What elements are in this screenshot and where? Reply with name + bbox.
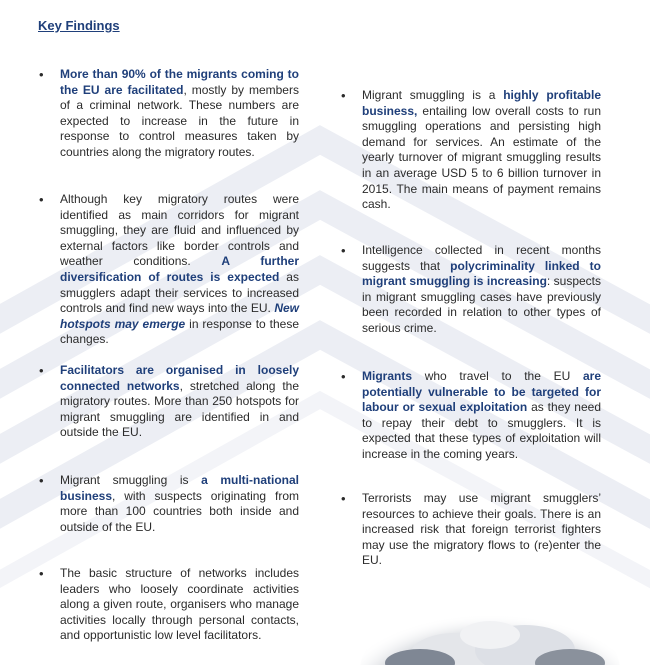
bullet-dot-icon: • bbox=[341, 243, 346, 258]
right-finding-2 bbox=[341, 243, 601, 337]
finding-text-segment: Migrant smuggling is a bbox=[362, 88, 504, 102]
finding-text-segment: , with suspects originating from more than 100 countries both inside and outside of the EU. bbox=[60, 488, 299, 534]
bullet-dot-icon: • bbox=[39, 566, 44, 581]
left-finding-4 bbox=[39, 473, 299, 535]
cloudy-sky-photo bbox=[360, 585, 620, 665]
finding-text-segment: entailing low overall costs to run smuggling operations and persisting high demand for services. An estimate of the yearly turnover of migrant smuggling results in an average USD 5 to 6 billion turnover in 2015. The main means of payment remains cash. bbox=[362, 103, 601, 212]
finding-text-segment: are potentially vulnerable to be targeted for labour or sexual exploitation bbox=[362, 369, 601, 415]
finding-text-segment: Intelligence collected in recent months suggests that bbox=[362, 243, 601, 273]
finding-text-segment: who travel to the EU bbox=[412, 369, 583, 383]
finding-text-segment: a multi-national business bbox=[60, 473, 299, 503]
finding-text-segment: Facilitators are organised in loosely connected networks bbox=[60, 363, 299, 393]
bullet-dot-icon: • bbox=[39, 473, 44, 488]
finding-text-segment: More than 90% of the migrants coming to the EU are facilitated bbox=[60, 67, 299, 97]
right-finding-1 bbox=[341, 88, 601, 213]
finding-text-segment: , mostly by members of a criminal network. These numbers are expected to increase in the future in response to control measures taken by countries along the migratory routes. bbox=[60, 82, 299, 159]
bullet-dot-icon: • bbox=[341, 88, 346, 103]
bullet-dot-icon: • bbox=[341, 369, 346, 384]
finding-text-segment: : suspects in migrant smuggling cases have previously been recorded in relation to other types of serious crime. bbox=[362, 274, 601, 335]
right-finding-4 bbox=[341, 491, 601, 569]
finding-text-segment: as they need to repay their debt to smugglers. It is expected that these types of exploitation will increase in the coming years. bbox=[362, 400, 601, 461]
finding-text-segment: in response to these changes. bbox=[60, 316, 300, 347]
right-finding-3 bbox=[341, 369, 601, 463]
finding-text-segment: A further diversification of routes is expected bbox=[60, 254, 299, 284]
finding-text-segment: Terrorists may use migrant smugglers’ resources to achieve their goals. There is an increased risk that foreign terrorist fighters may use the migratory flows to (re)enter the EU. bbox=[362, 491, 601, 568]
finding-text-segment: as smugglers adapt their services to increased controls and find new ways into the EU. bbox=[60, 269, 299, 316]
bullet-dot-icon: • bbox=[341, 491, 346, 506]
finding-text-segment: highly profitable business, bbox=[362, 88, 601, 118]
left-finding-5 bbox=[39, 566, 299, 644]
finding-text-segment: , stretched along the migratory routes. More than 250 hotspots for migrant smuggling are identified in and outside the EU. bbox=[60, 378, 299, 440]
key-findings-heading: Key Findings bbox=[38, 18, 120, 33]
bullet-dot-icon: • bbox=[39, 67, 44, 82]
finding-text-segment: The basic structure of networks includes leaders who loosely coordinate activities along a given route, organisers who manage activities locally through personal contacts, and opportunistic low level facilitators. bbox=[60, 566, 299, 643]
left-finding-2 bbox=[39, 192, 300, 348]
finding-text-segment: New hotspots may emerge bbox=[60, 301, 299, 331]
bullet-dot-icon: • bbox=[39, 192, 44, 207]
left-finding-1 bbox=[39, 67, 299, 161]
left-finding-3 bbox=[39, 363, 299, 441]
finding-text-segment: Migrant smuggling is bbox=[60, 473, 202, 487]
bullet-dot-icon: • bbox=[39, 363, 44, 378]
finding-text-segment: Migrants bbox=[362, 369, 413, 383]
finding-text-segment: Although key migratory routes were identified as main corridors for migrant smuggling, they are fluid and influenced by external factors like border controls and weather conditions. bbox=[60, 192, 299, 269]
finding-text-segment: polycriminality linked to migrant smuggling is increasing bbox=[362, 258, 601, 289]
